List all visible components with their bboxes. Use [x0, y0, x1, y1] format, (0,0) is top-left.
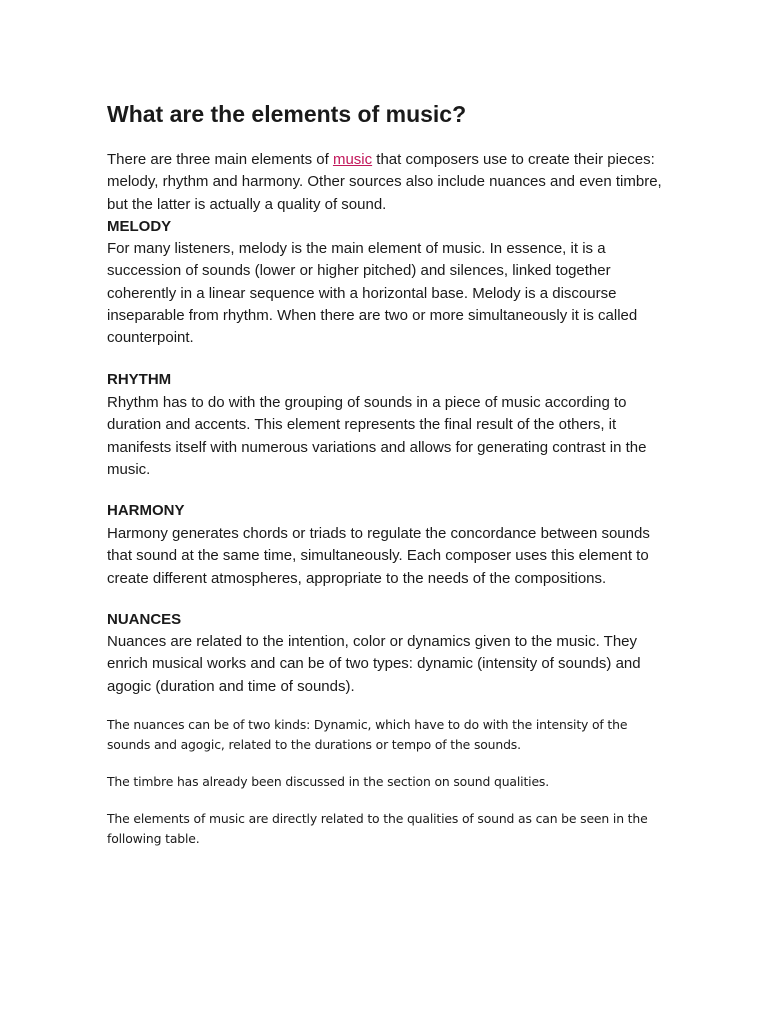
music-link[interactable]: music: [332, 151, 373, 168]
intro-text-before-link: There are three main elements of: [107, 151, 333, 168]
nuances-note: The nuances can be of two kinds: Dynamic, which have to do with the intensity of the sounds and agogic, related to the durations or tempo of the sounds.: [107, 717, 628, 752]
nuances-paragraph: Nuances are related to the intention, color or dynamics given to the music. They enrich musical works and can be of two types: dynamic (intensity of sounds) and agogic (duration and time of sounds).: [107, 633, 641, 695]
harmony-heading: HARMONY: [107, 502, 185, 519]
timbre-note: The timbre has already been discussed in the section on sound qualities.: [107, 774, 550, 789]
table-reference-note: The elements of music are directly related to the qualities of sound as can be seen in the following table.: [107, 811, 648, 846]
page-title: What are the elements of music?: [107, 101, 467, 127]
rhythm-paragraph: Rhythm has to do with the grouping of sounds in a piece of music according to duration and accents. This element represents the final result of the others, it manifests itself with numerous variations and allows for generating contrast in the music.: [107, 394, 647, 478]
intro-paragraph: [107, 149, 667, 216]
melody-heading: MELODY: [107, 218, 172, 235]
rhythm-heading: RHYTHM: [107, 371, 172, 388]
intro-text-after-link: that composers use to create their pieces: melody, rhythm and harmony. Other sources also include nuances and even timbre, but the latter is actually a quality of sound.: [107, 151, 662, 213]
nuances-heading: NUANCES: [107, 611, 182, 628]
melody-paragraph: For many listeners, melody is the main element of music. In essence, it is a succession of sounds (lower or higher pitched) and silences, linked together coherently in a linear sequence with a horizontal base. Melody is a discourse inseparable from rhythm. When there are two or more simultaneously it is called counterpoint.: [107, 240, 638, 347]
harmony-paragraph: Harmony generates chords or triads to regulate the concordance between sounds that sound at the same time, simultaneously. Each composer uses this element to create different atmospheres, appropriate to the needs of the compositions.: [107, 525, 650, 587]
